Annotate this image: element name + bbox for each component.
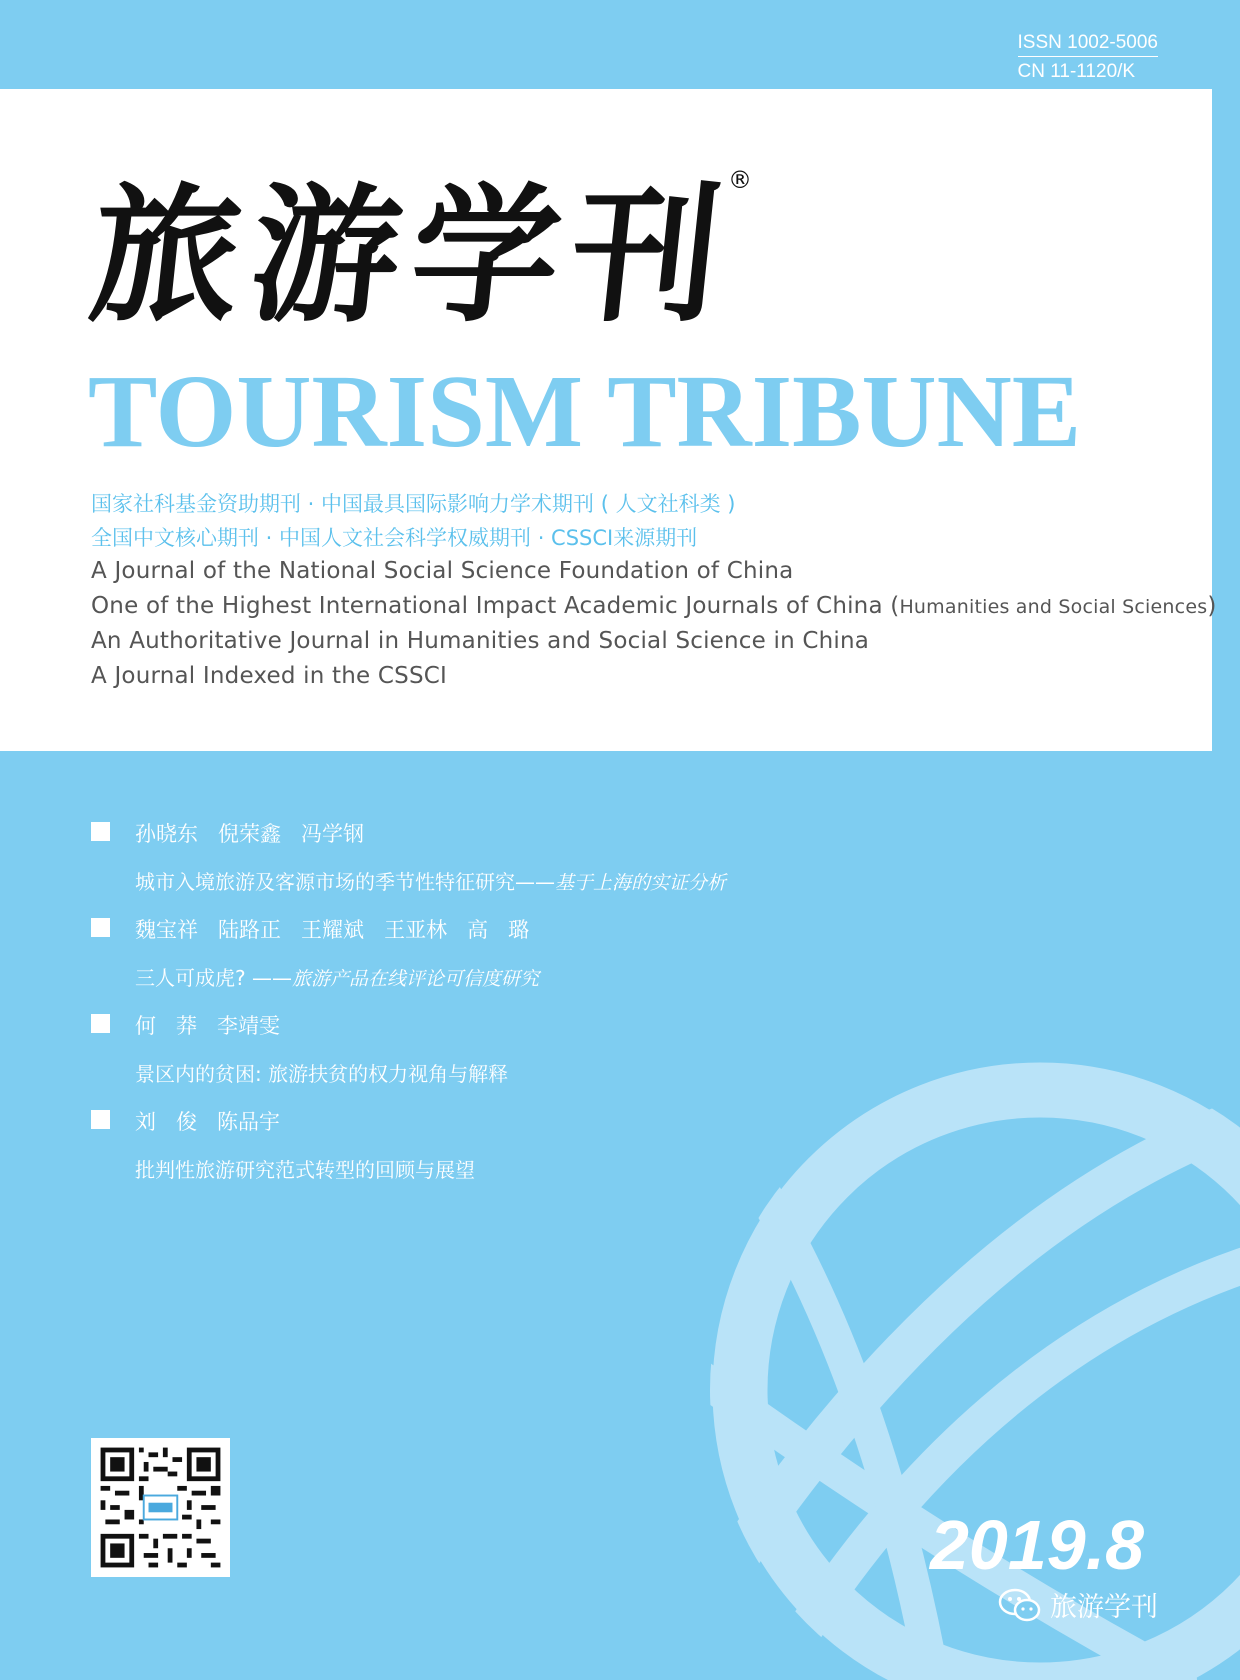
tagline-en-2-end: ) [1207, 593, 1217, 619]
tagline-en-2 [91, 593, 1217, 619]
tagline-en-3: An Authoritative Journal in Humanities and Social Science in China [91, 628, 870, 654]
toc-article-3[interactable] [135, 1058, 508, 1087]
qr-code[interactable] [91, 1438, 230, 1577]
wechat-icon [998, 1587, 1042, 1623]
wechat-account [998, 1585, 1158, 1624]
issn-number: ISSN 1002-5006 [1017, 32, 1158, 53]
toc-article-1[interactable] [135, 866, 726, 895]
toc-bullet-1 [91, 822, 110, 841]
tagline-cn-1: 国家社科基金资助期刊 · 中国最具国际影响力学术期刊 ( 人文社科类 ) [91, 492, 736, 516]
chinese-calligraphy-title [82, 168, 732, 355]
tagline-cn-2: 全国中文核心期刊 · 中国人文社会科学权威期刊 · CSSCI来源期刊 [91, 526, 698, 550]
tagline-en-2-small: Humanities and Social Sciences [899, 596, 1208, 618]
tagline-en-1: A Journal of the National Social Science Foundation of China [91, 558, 794, 584]
title-char-3: 学 [402, 168, 570, 342]
issn-block [1018, 30, 1159, 84]
title-char-1: 旅 [82, 168, 250, 342]
toc-title-1: 城市入境旅游及客源市场的季节性特征研究—— [135, 870, 555, 894]
toc-bullet-3 [91, 1014, 110, 1033]
title-char-4: 刊 [562, 168, 730, 342]
tagline-en-4: A Journal Indexed in the CSSCI [91, 663, 448, 689]
tagline-en-2-main: One of the Highest International Impact Academic Journals of China ( [91, 593, 900, 619]
toc-bullet-4 [91, 1110, 110, 1129]
qr-code-icon [91, 1438, 230, 1577]
toc-authors-2: 魏宝祥 陆路正 王耀斌 王亚林 高 璐 [135, 918, 530, 942]
toc-title-4: 批判性旅游研究范式转型的回顾与展望 [135, 1158, 475, 1182]
issn-divider [1018, 56, 1159, 57]
wechat-account-name: 旅游学刊 [1050, 1592, 1158, 1623]
toc-title-3: 景区内的贫困: 旅游扶贫的权力视角与解释 [135, 1062, 509, 1086]
toc-article-2[interactable] [135, 962, 539, 991]
toc-article-4[interactable] [135, 1154, 475, 1183]
toc-authors-3: 何 莽 李靖雯 [135, 1014, 281, 1038]
cn-number: CN 11-1120/K [1017, 61, 1136, 82]
toc-authors-4: 刘 俊 陈品宇 [135, 1110, 281, 1134]
toc-subtitle-2: 旅游产品在线评论可信度研究 [291, 968, 539, 990]
toc-bullet-2 [91, 918, 110, 937]
registered-mark: ® [728, 166, 752, 194]
issue-date: 2019.8 [930, 1506, 1145, 1584]
english-title: TOURISM TRIBUNE [88, 354, 1082, 469]
toc-subtitle-1: 基于上海的实证分析 [555, 872, 727, 894]
toc-title-2: 三人可成虎? —— [135, 966, 292, 990]
toc-authors-1: 孙晓东 倪荣鑫 冯学钢 [135, 822, 365, 846]
title-char-2: 游 [242, 168, 410, 342]
